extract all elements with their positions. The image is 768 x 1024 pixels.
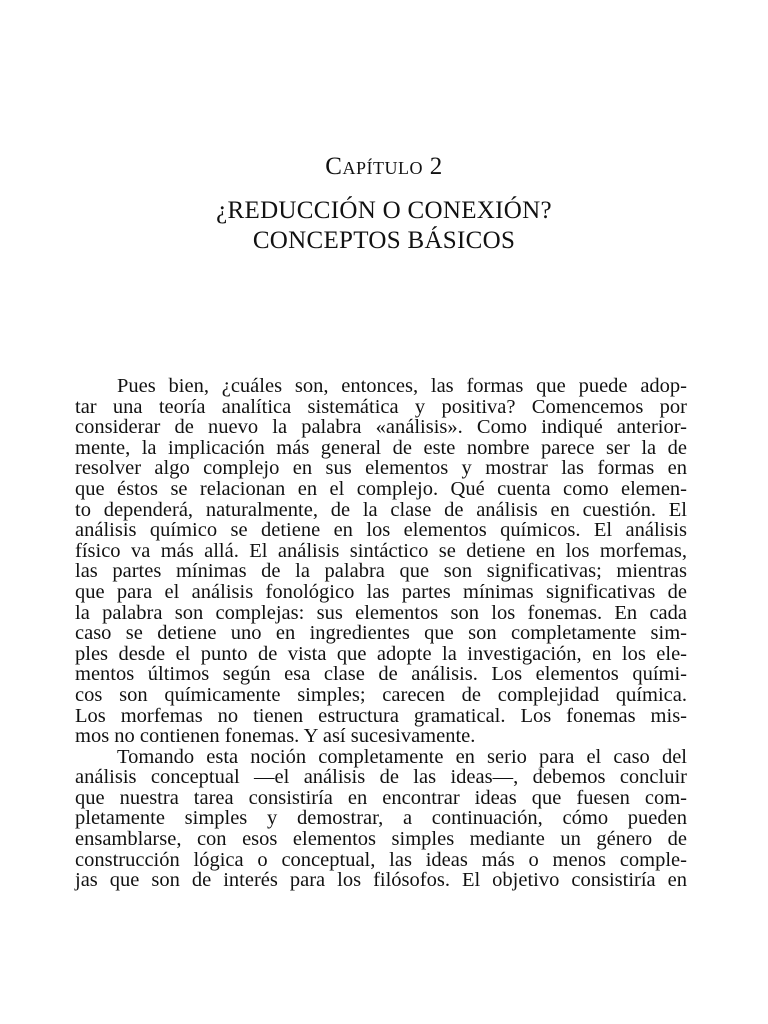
chapter-title xyxy=(0,196,768,256)
text-line: las partes mínimas de la palabra que son significativas; mientras xyxy=(75,560,687,583)
text-line: Los morfemas no tienen estructura gramatical. Los fonemas mis- xyxy=(75,704,687,727)
text-line: resolver algo complejo en sus elementos y mostrar las formas en xyxy=(75,457,687,480)
chapter-title-line-2: CONCEPTOS BÁSICOS xyxy=(252,227,516,254)
text-line: que para el análisis fonológico las partes mínimas significativas de xyxy=(75,580,687,603)
text-line: físico va más allá. El análisis sintáctico se detiene en los morfemas, xyxy=(75,539,687,562)
text-line: considerar de nuevo la palabra «análisis». Como indiqué anterior- xyxy=(75,416,687,439)
text-line: la palabra son complejas: sus elementos son los fonemas. En cada xyxy=(75,601,687,624)
text-line: análisis conceptual —el análisis de las ideas—, debemos concluir xyxy=(75,766,687,789)
text-line: cos son químicamente simples; carecen de complejidad química. xyxy=(75,683,687,706)
text-line: mentos últimos según esa clase de análisis. Los elementos quími- xyxy=(75,663,687,686)
text-line: tar una teoría analítica sistemática y positiva? Comencemos por xyxy=(75,395,687,418)
paragraph-1 xyxy=(75,376,687,747)
text-line: ples desde el punto de vista que adopte la investigación, en los ele- xyxy=(75,642,687,665)
text-line: jas que son de interés para los filósofos. El objetivo consistiría en xyxy=(75,869,687,892)
text-line: mos no contienen fonemas. Y así sucesivamente. xyxy=(75,725,476,748)
text-line: que éstos se relacionan en el complejo. Qué cuenta como elemen- xyxy=(75,477,687,500)
paragraph-2 xyxy=(75,747,687,891)
chapter-label: Capítulo 2 xyxy=(325,153,443,180)
text-line: to dependerá, naturalmente, de la clase de análisis en cuestión. El xyxy=(75,498,687,521)
text-line: pletamente simples y demostrar, a continuación, cómo pueden xyxy=(75,807,687,830)
text-line: ensamblarse, con esos elementos simples mediante un género de xyxy=(75,828,687,851)
text-line: análisis químico se detiene en los elementos químicos. El análisis xyxy=(75,519,687,542)
text-line: construcción lógica o conceptual, las ideas más o menos comple- xyxy=(75,848,687,871)
text-line: que nuestra tarea consistiría en encontrar ideas que fuesen com- xyxy=(75,786,687,809)
text-line: caso se detiene uno en ingredientes que son completamente sim- xyxy=(75,622,687,645)
text-line: mente, la implicación más general de este nombre parece ser la de xyxy=(75,436,687,459)
text-line: Pues bien, ¿cuáles son, entonces, las formas que puede adop- xyxy=(117,375,687,397)
text-line: Tomando esta noción completamente en serio para el caso del xyxy=(117,745,687,768)
body-text xyxy=(75,376,687,891)
chapter-title-line-1: ¿REDUCCIÓN O CONEXIÓN? xyxy=(216,197,552,224)
